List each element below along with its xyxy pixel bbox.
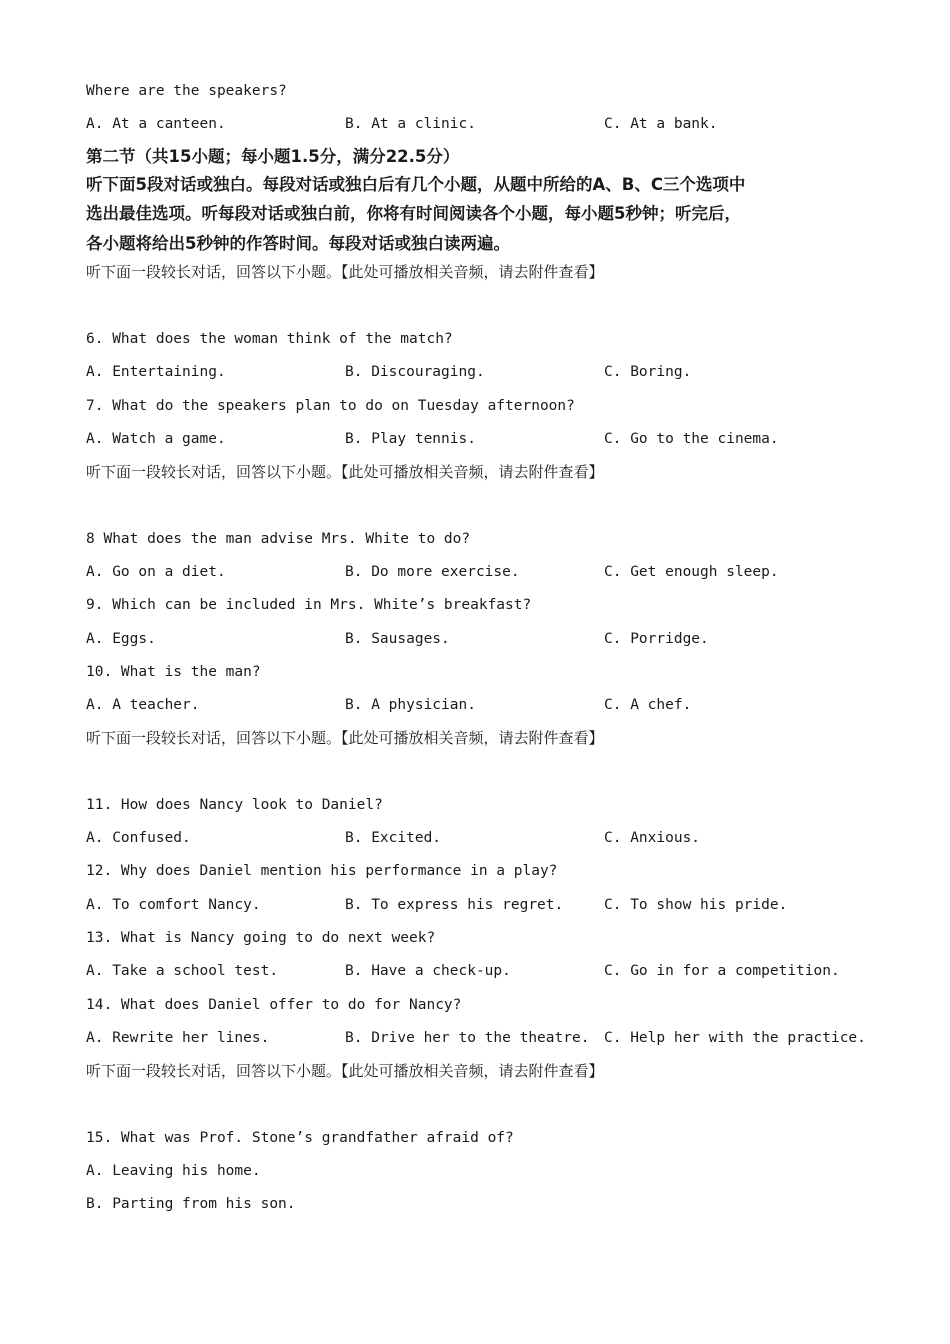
question-5: Where are the speakers? xyxy=(86,83,287,99)
section-2-title: 第二节（共15小题；每小题1.5分，满分22.5分） xyxy=(86,147,460,166)
audio-note: 听下面一段较长对话，回答以下小题。【此处可播放相关音频，请去附件查看】 xyxy=(86,729,604,747)
q5-option-b: B. At a clinic. xyxy=(345,116,476,132)
section-2-instructions-line-2: 选出最佳选项。听每段对话或独白前，你将有时间阅读各个小题，每小题5秒钟；听完后， xyxy=(86,204,741,223)
q10-option-c: C. A chef. xyxy=(604,697,692,713)
q9-option-a: A. Eggs. xyxy=(86,631,156,647)
q12-option-c: C. To show his pride. xyxy=(604,897,788,913)
q7-option-b: B. Play tennis. xyxy=(345,431,476,447)
q15-option-b: B. Parting from his son. xyxy=(86,1196,296,1212)
q13-option-c: C. Go in for a competition. xyxy=(604,963,840,979)
q5-option-a: A. At a canteen. xyxy=(86,116,226,132)
question-13: 13. What is Nancy going to do next week? xyxy=(86,930,436,946)
audio-note: 听下面一段较长对话，回答以下小题。【此处可播放相关音频，请去附件查看】 xyxy=(86,463,604,481)
q11-option-b: B. Excited. xyxy=(345,830,442,846)
q7-option-a: A. Watch a game. xyxy=(86,431,226,447)
q14-option-b: B. Drive her to the theatre. xyxy=(345,1030,590,1046)
q10-option-b: B. A physician. xyxy=(345,697,476,713)
question-7: 7. What do the speakers plan to do on Tuesday afternoon? xyxy=(86,398,575,414)
q6-option-a: A. Entertaining. xyxy=(86,364,226,380)
q9-option-c: C. Porridge. xyxy=(604,631,709,647)
section-2-instructions-line-3: 各小题将给出5秒钟的作答时间。每段对话或独白读两遍。 xyxy=(86,234,510,253)
q5-option-c: C. At a bank. xyxy=(604,116,718,132)
q14-option-a: A. Rewrite her lines. xyxy=(86,1030,270,1046)
q6-option-b: B. Discouraging. xyxy=(345,364,485,380)
q11-option-a: A. Confused. xyxy=(86,830,191,846)
question-14: 14. What does Daniel offer to do for Nancy? xyxy=(86,997,462,1013)
q9-option-b: B. Sausages. xyxy=(345,631,450,647)
question-10: 10. What is the man? xyxy=(86,664,261,680)
question-11: 11. How does Nancy look to Daniel? xyxy=(86,797,383,813)
question-6: 6. What does the woman think of the match? xyxy=(86,331,453,347)
q7-option-c: C. Go to the cinema. xyxy=(604,431,779,447)
q8-option-a: A. Go on a diet. xyxy=(86,564,226,580)
q6-option-c: C. Boring. xyxy=(604,364,692,380)
q15-option-a: A. Leaving his home. xyxy=(86,1163,261,1179)
section-2-instructions-line-1: 听下面5段对话或独白。每段对话或独白后有几个小题，从题中所给的A、B、C三个选项中 xyxy=(86,175,746,194)
question-15: 15. What was Prof. Stone’s grandfather afraid of? xyxy=(86,1130,514,1146)
q8-option-c: C. Get enough sleep. xyxy=(604,564,779,580)
q13-option-a: A. Take a school test. xyxy=(86,963,279,979)
q14-option-c: C. Help her with the practice. xyxy=(604,1030,866,1046)
question-8: 8 What does the man advise Mrs. White to do? xyxy=(86,531,471,547)
question-9: 9. Which can be included in Mrs. White’s breakfast? xyxy=(86,597,532,613)
q13-option-b: B. Have a check-up. xyxy=(345,963,511,979)
q8-option-b: B. Do more exercise. xyxy=(345,564,520,580)
question-12: 12. Why does Daniel mention his performance in a play? xyxy=(86,863,558,879)
q10-option-a: A. A teacher. xyxy=(86,697,200,713)
audio-note: 听下面一段较长对话，回答以下小题。【此处可播放相关音频，请去附件查看】 xyxy=(86,263,604,281)
q12-option-a: A. To comfort Nancy. xyxy=(86,897,261,913)
q12-option-b: B. To express his regret. xyxy=(345,897,564,913)
audio-note: 听下面一段较长对话，回答以下小题。【此处可播放相关音频，请去附件查看】 xyxy=(86,1062,604,1080)
q11-option-c: C. Anxious. xyxy=(604,830,701,846)
